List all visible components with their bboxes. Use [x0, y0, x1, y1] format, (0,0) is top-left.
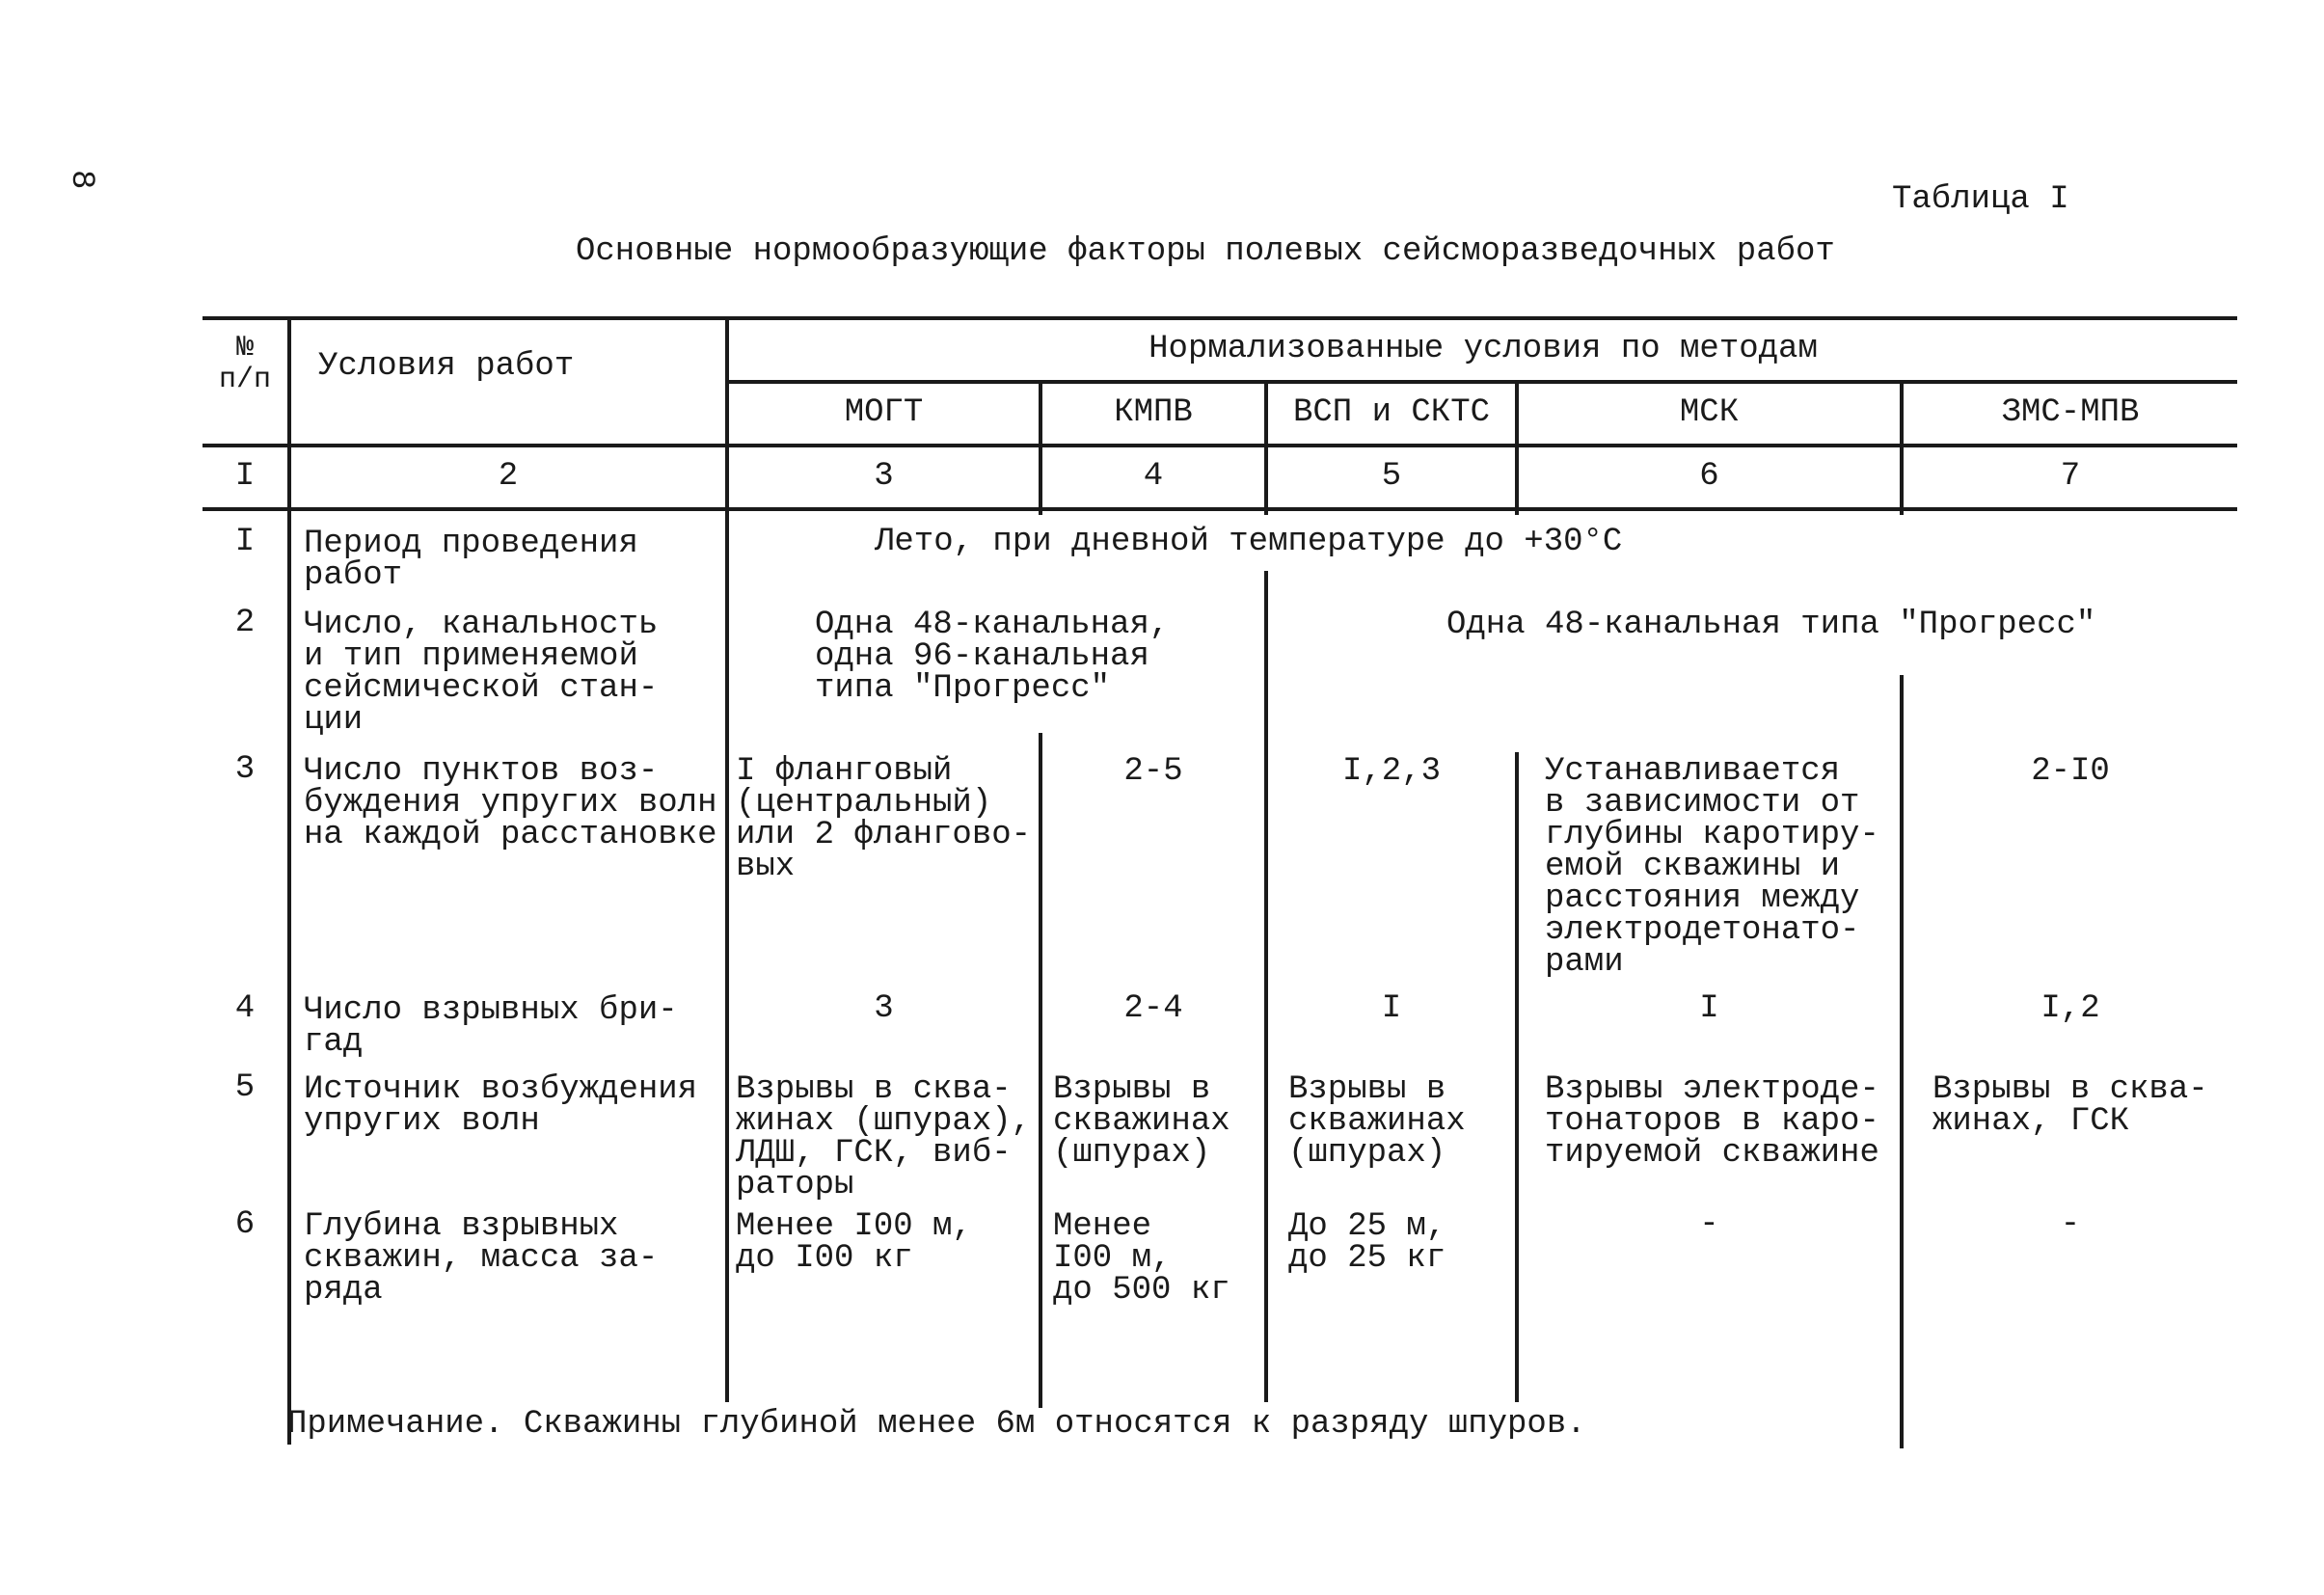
row-6-vsp: До 25 м, до 25 кг [1288, 1208, 1446, 1277]
row-5-mogt: Взрывы в сква- жинах (шпурах), ЛДШ, ГСК, виб- раторы [736, 1071, 1032, 1203]
row-6-msk: - [1699, 1206, 1719, 1243]
col-number: 2 [498, 458, 519, 495]
row-3-vsp: I,2,3 [1341, 753, 1442, 790]
col-number: 6 [1699, 458, 1719, 495]
document-title: Основные нормообразующие факторы полевых сейсморазведочных работ [576, 233, 1835, 270]
row-1-num: I [234, 524, 256, 560]
methods-group-rule [725, 380, 2237, 384]
row-4-kmpv: 2-4 [1123, 990, 1183, 1027]
table-top-rule [203, 316, 2237, 320]
row-6-kmpv: Менее I00 м, до 500 кг [1053, 1208, 1230, 1309]
header-method-msk: МСК [1679, 394, 1740, 431]
row-6-mogt: Менее I00 м, до I00 кг [736, 1208, 972, 1277]
col-numbers-bottom-rule [203, 507, 2237, 511]
row-1-label: Период проведения работ [304, 526, 638, 594]
col-number: 5 [1381, 458, 1402, 495]
row-4-mogt: 3 [874, 990, 894, 1027]
col-number: 4 [1143, 458, 1164, 495]
col-number: 3 [874, 458, 894, 495]
row-2-merged-a: Одна 48-канальная, одна 96-канальная типа "Прогресс" [815, 607, 1170, 707]
row-3-num: 3 [234, 751, 256, 788]
header-conditions: Условия работ [318, 348, 575, 385]
row-3-mogt: I фланговый (центральный) или 2 флангово- вых [736, 753, 1032, 885]
row-3-msk: Устанавливается в зависимости от глубины каротиру- емой скважины и расстояния между электродетонато- рами [1545, 753, 1879, 981]
table-note: Примечание. Скважины глубиной менее 6м относятся к разряду шпуров. [287, 1406, 1586, 1443]
row-3-kmpv: 2-5 [1123, 753, 1183, 790]
header-num: № п/п [218, 332, 271, 396]
col-divider-6b [1900, 675, 1904, 1448]
header-methods-group: Нормализованные условия по методам [1148, 331, 1818, 367]
row-3-zms: 2-I0 [2031, 753, 2110, 790]
row-5-zms: Взрывы в сква- жинах, ГСК [1932, 1071, 2208, 1140]
row-5-label: Источник возбуждения упругих волн [304, 1071, 698, 1140]
header-method-zms: ЗМС-МПВ [2001, 394, 2140, 431]
header-method-kmpv: КМПВ [1114, 394, 1193, 431]
row-3-label: Число пунктов воз- буждения упругих волн на каждой расстановке [304, 753, 717, 853]
row-4-msk: I [1699, 990, 1719, 1027]
row-5-kmpv: Взрывы в скважинах (шпурах) [1053, 1071, 1230, 1172]
row-4-zms: I,2 [2040, 990, 2100, 1027]
row-5-num: 5 [234, 1069, 256, 1106]
col-divider-5b [1515, 752, 1519, 1402]
row-5-vsp: Взрывы в скважинах (шпурах) [1288, 1071, 1466, 1172]
table-label: Таблица I [1892, 181, 2069, 218]
row-6-num: 6 [234, 1206, 256, 1243]
row-5-msk: Взрывы электроде- тонаторов в каро- тируемой скважине [1545, 1071, 1879, 1172]
row-4-vsp: I [1381, 990, 1402, 1027]
row-4-num: 4 [234, 990, 256, 1027]
row-1-merged: Лето, при дневной температуре до +30°С [875, 524, 1623, 560]
col-number: I [234, 458, 256, 495]
col-divider-3b [1039, 733, 1042, 1408]
page-number: 8 [63, 170, 99, 190]
col-divider-4b [1264, 571, 1268, 1402]
header-method-vsp: ВСП и СКТС [1292, 394, 1491, 431]
col-number: 7 [2060, 458, 2081, 495]
row-4-label: Число взрывных бри- гад [304, 992, 678, 1061]
row-2-merged-b: Одна 48-канальная типа "Прогресс" [1446, 607, 2096, 643]
header-bottom-rule [203, 444, 2237, 447]
row-2-label: Число, канальность и тип применяемой сейсмической стан- ции [304, 607, 659, 739]
row-2-num: 2 [234, 605, 256, 641]
row-6-zms: - [2060, 1206, 2081, 1243]
row-6-label: Глубина взрывных скважин, масса за- ряда [304, 1208, 659, 1309]
header-method-mogt: МОГТ [844, 394, 924, 431]
